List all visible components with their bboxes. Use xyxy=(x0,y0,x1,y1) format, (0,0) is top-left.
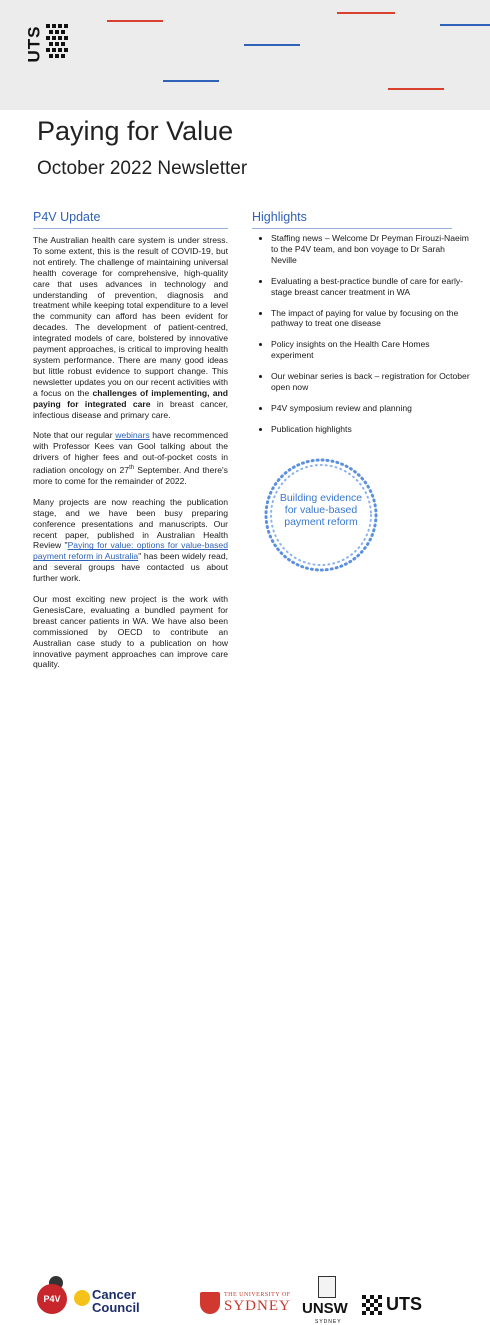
uts-mark-icon xyxy=(44,22,70,64)
webinars-link[interactable]: webinars xyxy=(115,430,150,441)
unsw-sub-text: SYDNEY xyxy=(315,1319,342,1325)
uts-logo-text: UTS xyxy=(24,25,44,63)
highlight-item: • Policy insights on the Health Care Homes experiment xyxy=(271,339,471,361)
accent-line-blue xyxy=(163,80,219,82)
page-title: Paying for Value xyxy=(37,116,234,146)
accent-line-blue xyxy=(440,24,490,26)
page-subtitle: October 2022 Newsletter xyxy=(37,158,248,179)
highlight-item: • The impact of paying for value by focusing on the pathway to treat one disease xyxy=(271,308,471,330)
update-paragraph-3: Many projects are now reaching the publication stage, and we have been busy preparing conference presentations and manuscripts. Our recent paper, published in Australian Health Review "Paying for value: options for value-based payment reform in Australia" has been widely read, and several groups have contacted us about further work. xyxy=(33,496,228,584)
cancer-council-sun-icon xyxy=(74,1290,90,1306)
unsw-crest-icon xyxy=(318,1276,336,1298)
highlight-item: • P4V symposium review and planning xyxy=(271,403,471,414)
accent-line-red xyxy=(388,88,444,90)
p4v-logo: P4V xyxy=(37,1284,67,1314)
update-paragraph-4: Our most exciting new project is the work with GenesisCare, evaluating a bundled payment for breast cancer patients in WA. We have also been commissioned by OECD to contribute an Australian case study to a publication on how innovative payment approaches can improve care quality. xyxy=(33,594,228,670)
paper-link[interactable]: Paying for value: options for value-based payment reform in Australia xyxy=(33,540,228,562)
highlight-item: • Our webinar series is back – registration for October open now xyxy=(271,371,471,393)
accent-line-blue xyxy=(244,44,300,46)
accent-line-red xyxy=(107,20,163,22)
update-bold-text: challenges of implementing, and paying for integrated care xyxy=(33,387,228,409)
highlight-item: • Evaluating a best-practice bundle of care for early-stage breast cancer treatment in WA xyxy=(271,276,471,298)
highlights-divider xyxy=(252,228,452,229)
accent-line-red xyxy=(337,12,395,14)
uts-logo xyxy=(22,22,70,64)
highlights-section-title: Highlights xyxy=(252,210,307,224)
highlights-list xyxy=(257,233,471,445)
sydney-logo: THE UNIVERSITY OF SYDNEY xyxy=(224,1292,291,1314)
header-band xyxy=(0,0,490,110)
partner-logos xyxy=(0,636,490,1325)
uts-footer-logo: UTS xyxy=(386,1294,422,1314)
uts-footer-mark-icon xyxy=(361,1294,383,1316)
highlight-item: • Staffing news – Welcome Dr Peyman Firouzi-Naeim to the P4V team, and bon voyage to Dr Sarah Neville xyxy=(271,233,471,266)
update-divider xyxy=(33,228,228,229)
sydney-crest-icon xyxy=(200,1292,220,1314)
update-body xyxy=(33,235,228,680)
value-badge-text: Building evidence for value-based payment reform xyxy=(279,492,363,528)
update-paragraph-1: The Australian health care system is under stress. To some extent, this is the result of COVID-19, but not entirely. The challenge of maintaining universal health coverage for comprehensive, high-quality care that uses advances in technology and understanding of prevention, diagnosis and treatment while keeping total expenditure to a level the community can afford has been evident for decades. The development of patient-centred, integrated models of care, bolstered by innovative payment approaches, is critical to improving health system performance. There are many good ideas but little robust evidence to support change. This newsletter updates you on our recent activities with a focus on the challenges of implementing, and paying for integrated care in breast cancer, infectious disease and primary care. xyxy=(33,235,228,420)
unsw-logo: UNSW xyxy=(302,1300,348,1317)
highlight-item: • Publication highlights xyxy=(271,424,471,435)
update-section-title: P4V Update xyxy=(33,210,101,224)
cancer-council-logo: Cancer Council xyxy=(92,1287,140,1315)
update-paragraph-2: Note that our regular webinars have recommenced with Professor Kees van Gool talking about the drivers of higher fees and out-of-pocket costs in radiation oncology on 27th September. And there's more to come for the remainder of 2022. xyxy=(33,430,228,486)
